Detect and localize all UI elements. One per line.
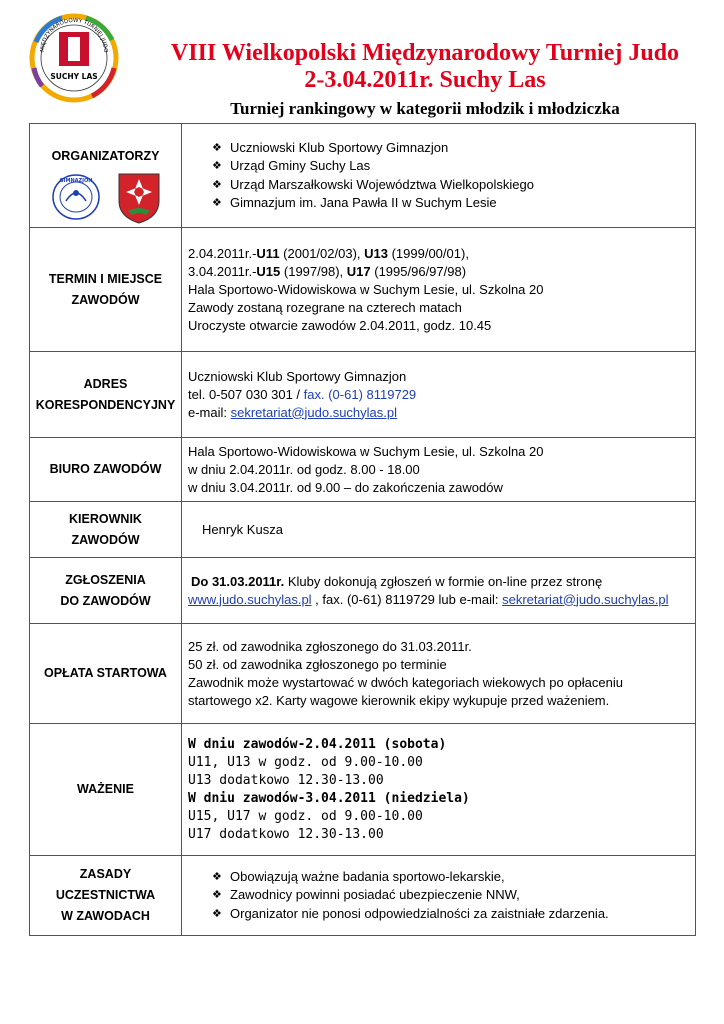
- label-adres-2: KORESPONDENCYJNY: [35, 397, 176, 412]
- label-cell: [30, 624, 182, 724]
- club-logo: [50, 171, 102, 223]
- label-zasady-3: W ZAWODACH: [61, 909, 150, 923]
- category-label: U15: [256, 263, 281, 279]
- category-label: U13: [364, 245, 388, 261]
- wazenie-day-1-line-1: U11, U13 w godz. od 9.00-10.00: [188, 754, 423, 770]
- page-title: [140, 40, 710, 94]
- email-link[interactable]: sekretariat@judo.suchylas.pl: [230, 404, 398, 420]
- label-wazenie: WAŻENIE: [77, 782, 134, 796]
- category-years: (1999/00/01),: [387, 245, 469, 261]
- zgloszenia-line-2: [188, 591, 695, 609]
- adres-email-line: [188, 404, 695, 422]
- oplata-line-3: Zawodnik może wystartować w dwóch kategoriach wiekowych po opłaceniu: [188, 674, 623, 690]
- organizer-logos: [30, 171, 181, 225]
- content-cell: [182, 856, 696, 936]
- label-organizatorzy: ORGANIZATORZY: [51, 149, 160, 163]
- label-cell: [30, 502, 182, 558]
- content-cell: [182, 124, 696, 228]
- website-link[interactable]: www.judo.suchylas.pl: [188, 591, 312, 607]
- termin-line-1: [188, 245, 695, 263]
- label-zasady-2: UCZESTNICTWA: [55, 888, 156, 902]
- gmina-coat-of-arms: [116, 171, 162, 225]
- phone-text: tel. 0-507 030 301 /: [188, 386, 304, 402]
- fax-text: fax. (0-61) 8119729: [303, 386, 417, 402]
- list-item: ❖ Gimnazjum im. Jana Pawła II w Suchym Lesie: [188, 194, 695, 213]
- label-cell: [30, 438, 182, 502]
- tournament-logo: [22, 12, 126, 104]
- adres-line-1: Uczniowski Klub Sportowy Gimnazjon: [188, 368, 407, 384]
- label-zgloszenia-2: DO ZAWODÓW: [60, 593, 151, 608]
- content-cell: [182, 624, 696, 724]
- row-oplata: [30, 624, 696, 724]
- termin-date: 2.04.2011r.-: [188, 245, 257, 261]
- label-oplata: OPŁATA STARTOWA: [44, 666, 167, 680]
- list-item: ❖ Urząd Gminy Suchy Las: [188, 157, 695, 176]
- termin-line-4: Zawody zostaną rozegrane na czterech matach: [188, 299, 462, 315]
- label-biuro: BIURO ZAWODÓW: [49, 462, 162, 476]
- kierownik-name: Henryk Kusza: [202, 521, 283, 537]
- label-termin-1: TERMIN I MIEJSCE: [48, 271, 163, 286]
- content-cell: [182, 502, 696, 558]
- list-item: ❖ Organizator nie ponosi odpowiedzialności za zaistniałe zdarzenia.: [188, 905, 695, 924]
- biuro-line-2: w dniu 2.04.2011r. od godz. 8.00 - 18.00: [188, 461, 420, 477]
- adres-phone-line: [188, 386, 695, 404]
- list-item: ❖ Urząd Marszałkowski Województwa Wielkopolskiego: [188, 176, 695, 195]
- label-cell: [30, 228, 182, 352]
- termin-line-3: Hala Sportowo-Widowiskowa w Suchym Lesie, ul. Szkolna 20: [188, 281, 544, 297]
- label-cell: [30, 724, 182, 856]
- logo-bottom-text: SUCHY LAS: [50, 72, 98, 81]
- label-kierownik-2: ZAWODÓW: [71, 532, 140, 547]
- email-label: e-mail:: [188, 404, 231, 420]
- club-logo-text: GIMNAZJON: [59, 178, 92, 184]
- list-item: ❖ Zawodnicy powinni posiadać ubezpieczenie NNW,: [188, 886, 695, 905]
- termin-line-2: [188, 263, 695, 281]
- content-cell: [182, 724, 696, 856]
- wazenie-day-2-line-1: U15, U17 w godz. od 9.00-10.00: [188, 808, 423, 824]
- list-item: ❖ Uczniowski Klub Sportowy Gimnazjon: [188, 139, 695, 158]
- oplata-line-2: 50 zł. od zawodnika zgłoszonego po terminie: [188, 656, 447, 672]
- logo-ring-text: MIĘDZYNARODOWY TURNIEJ JUDO: [39, 17, 109, 53]
- content-cell: [182, 228, 696, 352]
- label-adres-1: ADRES: [83, 376, 128, 391]
- wazenie-day-1: W dniu zawodów-2.04.2011 (sobota): [188, 736, 447, 752]
- wazenie-day-2: W dniu zawodów-3.04.2011 (niedziela): [188, 790, 470, 806]
- email-link[interactable]: sekretariat@judo.suchylas.pl: [502, 591, 669, 607]
- oplata-line-4: startowego x2. Karty wagowe kierownik ekipy wykupuje przed ważeniem.: [188, 692, 610, 708]
- wazenie-day-2-line-2: U17 dodatkowo 12.30-13.00: [188, 826, 384, 842]
- zgloszenia-text-1: Kluby dokonują zgłoszeń w formie on-line przez stronę: [284, 573, 603, 589]
- label-termin-2: ZAWODÓW: [71, 292, 140, 307]
- label-cell: [30, 352, 182, 438]
- label-cell: [30, 558, 182, 624]
- row-zasady: [30, 856, 696, 936]
- row-biuro: [30, 438, 696, 502]
- row-adres: [30, 352, 696, 438]
- content-cell: [182, 352, 696, 438]
- row-kierownik: [30, 502, 696, 558]
- row-organizatorzy: [30, 124, 696, 228]
- label-zgloszenia-1: ZGŁOSZENIA: [65, 572, 146, 587]
- page-subtitle: Turniej rankingowy w kategorii młodzik i młodziczka: [230, 99, 620, 118]
- label-cell: [30, 856, 182, 936]
- content-cell: [182, 438, 696, 502]
- label-kierownik-1: KIEROWNIK: [69, 511, 142, 526]
- organizers-list: [188, 139, 695, 213]
- zgloszenia-line-1: [188, 573, 695, 591]
- biuro-line-3: w dniu 3.04.2011r. od 9.00 – do zakończenia zawodów: [188, 479, 503, 495]
- oplata-line-1: 25 zł. od zawodnika zgłoszonego do 31.03.2011r.: [188, 638, 472, 654]
- termin-line-5: Uroczyste otwarcie zawodów 2.04.2011, godz. 10.45: [188, 317, 492, 333]
- list-item: ❖ Obowiązują ważne badania sportowo-lekarskie,: [188, 868, 695, 887]
- biuro-line-1: Hala Sportowo-Widowiskowa w Suchym Lesie, ul. Szkolna 20: [188, 443, 544, 459]
- category-years: (2001/02/03),: [279, 245, 365, 261]
- termin-date: 3.04.2011r.-: [188, 263, 257, 279]
- content-cell: [182, 558, 696, 624]
- title-line-2: 2-3.04.2011r. Suchy Las: [304, 67, 546, 93]
- title-line-1: VIII Wielkopolski Międzynarodowy Turniej Judo: [170, 40, 680, 66]
- wazenie-day-1-line-2: U13 dodatkowo 12.30-13.00: [188, 772, 384, 788]
- info-table: [29, 123, 696, 936]
- label-cell: [30, 124, 182, 228]
- label-zasady-1: ZASADY: [79, 867, 132, 881]
- row-wazenie: [30, 724, 696, 856]
- category-label: U17: [346, 263, 371, 279]
- deadline-date: Do 31.03.2011r.: [191, 573, 285, 589]
- row-termin: [30, 228, 696, 352]
- zgloszenia-text-2: , fax. (0-61) 8119729 lub e-mail:: [311, 591, 503, 607]
- rules-list: [188, 868, 695, 924]
- row-zgloszenia: [30, 558, 696, 624]
- category-label: U11: [256, 245, 280, 261]
- category-years: (1995/96/97/98): [370, 263, 467, 279]
- category-years: (1997/98),: [280, 263, 347, 279]
